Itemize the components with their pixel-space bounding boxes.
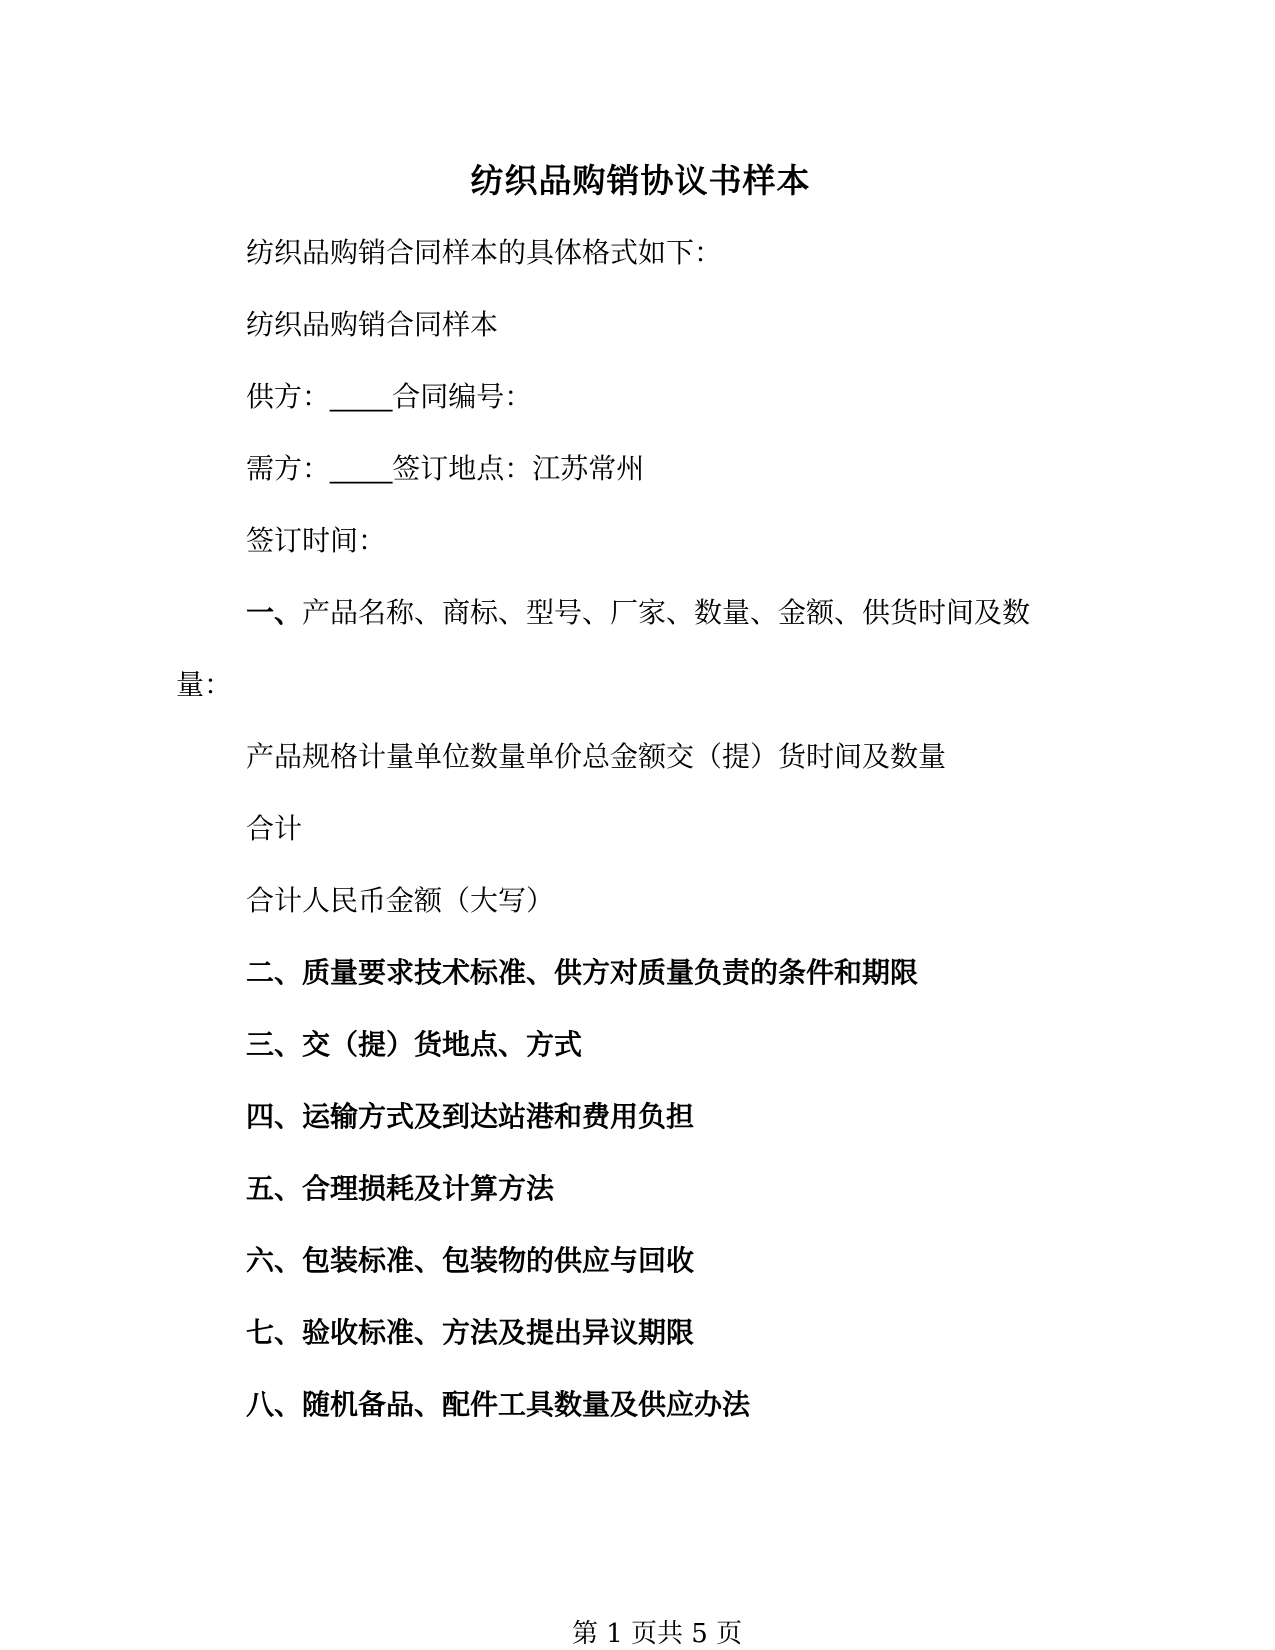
document-line: 八、随机备品、配件工具数量及供应办法 bbox=[246, 1389, 751, 1420]
document-line: 纺织品购销合同样本 bbox=[246, 309, 499, 340]
document-line: 三、交（提）货地点、方式 bbox=[246, 1029, 583, 1060]
document-line: 合计人民币金额（大写） bbox=[246, 885, 555, 916]
document-line bbox=[176, 577, 1105, 649]
document-line: 五、合理损耗及计算方法 bbox=[246, 1173, 555, 1204]
document-line: 六、包装标准、包装物的供应与回收 bbox=[246, 1245, 695, 1276]
document-line: 二、质量要求技术标准、供方对质量负责的条件和期限 bbox=[246, 957, 919, 988]
document-line: 需方：____签订地点：江苏常州 bbox=[246, 453, 645, 484]
document-line: 四、运输方式及到达站港和费用负担 bbox=[246, 1101, 695, 1132]
list-number-prefix: 一、 bbox=[246, 597, 303, 628]
page-footer bbox=[176, 1526, 1105, 1650]
document-line: 产品规格计量单位数量单价总金额交（提）货时间及数量 bbox=[246, 741, 947, 772]
page-number: 第 1 页共 5 页 bbox=[571, 1619, 743, 1649]
document-title: 纺织品购销协议书样本 bbox=[470, 162, 811, 199]
line-text: 产品名称、商标、型号、厂家、数量、金额、供货时间及数 bbox=[302, 597, 1031, 628]
document-body bbox=[176, 217, 1105, 1441]
document-line: 七、验收标准、方法及提出异议期限 bbox=[246, 1317, 695, 1348]
document-line: 量： bbox=[176, 669, 233, 700]
document-line: 供方：____合同编号： bbox=[246, 381, 533, 412]
document-line: 纺织品购销合同样本的具体格式如下： bbox=[246, 237, 723, 268]
document-line: 签订时间： bbox=[246, 525, 387, 556]
document-line: 合计 bbox=[246, 813, 303, 844]
